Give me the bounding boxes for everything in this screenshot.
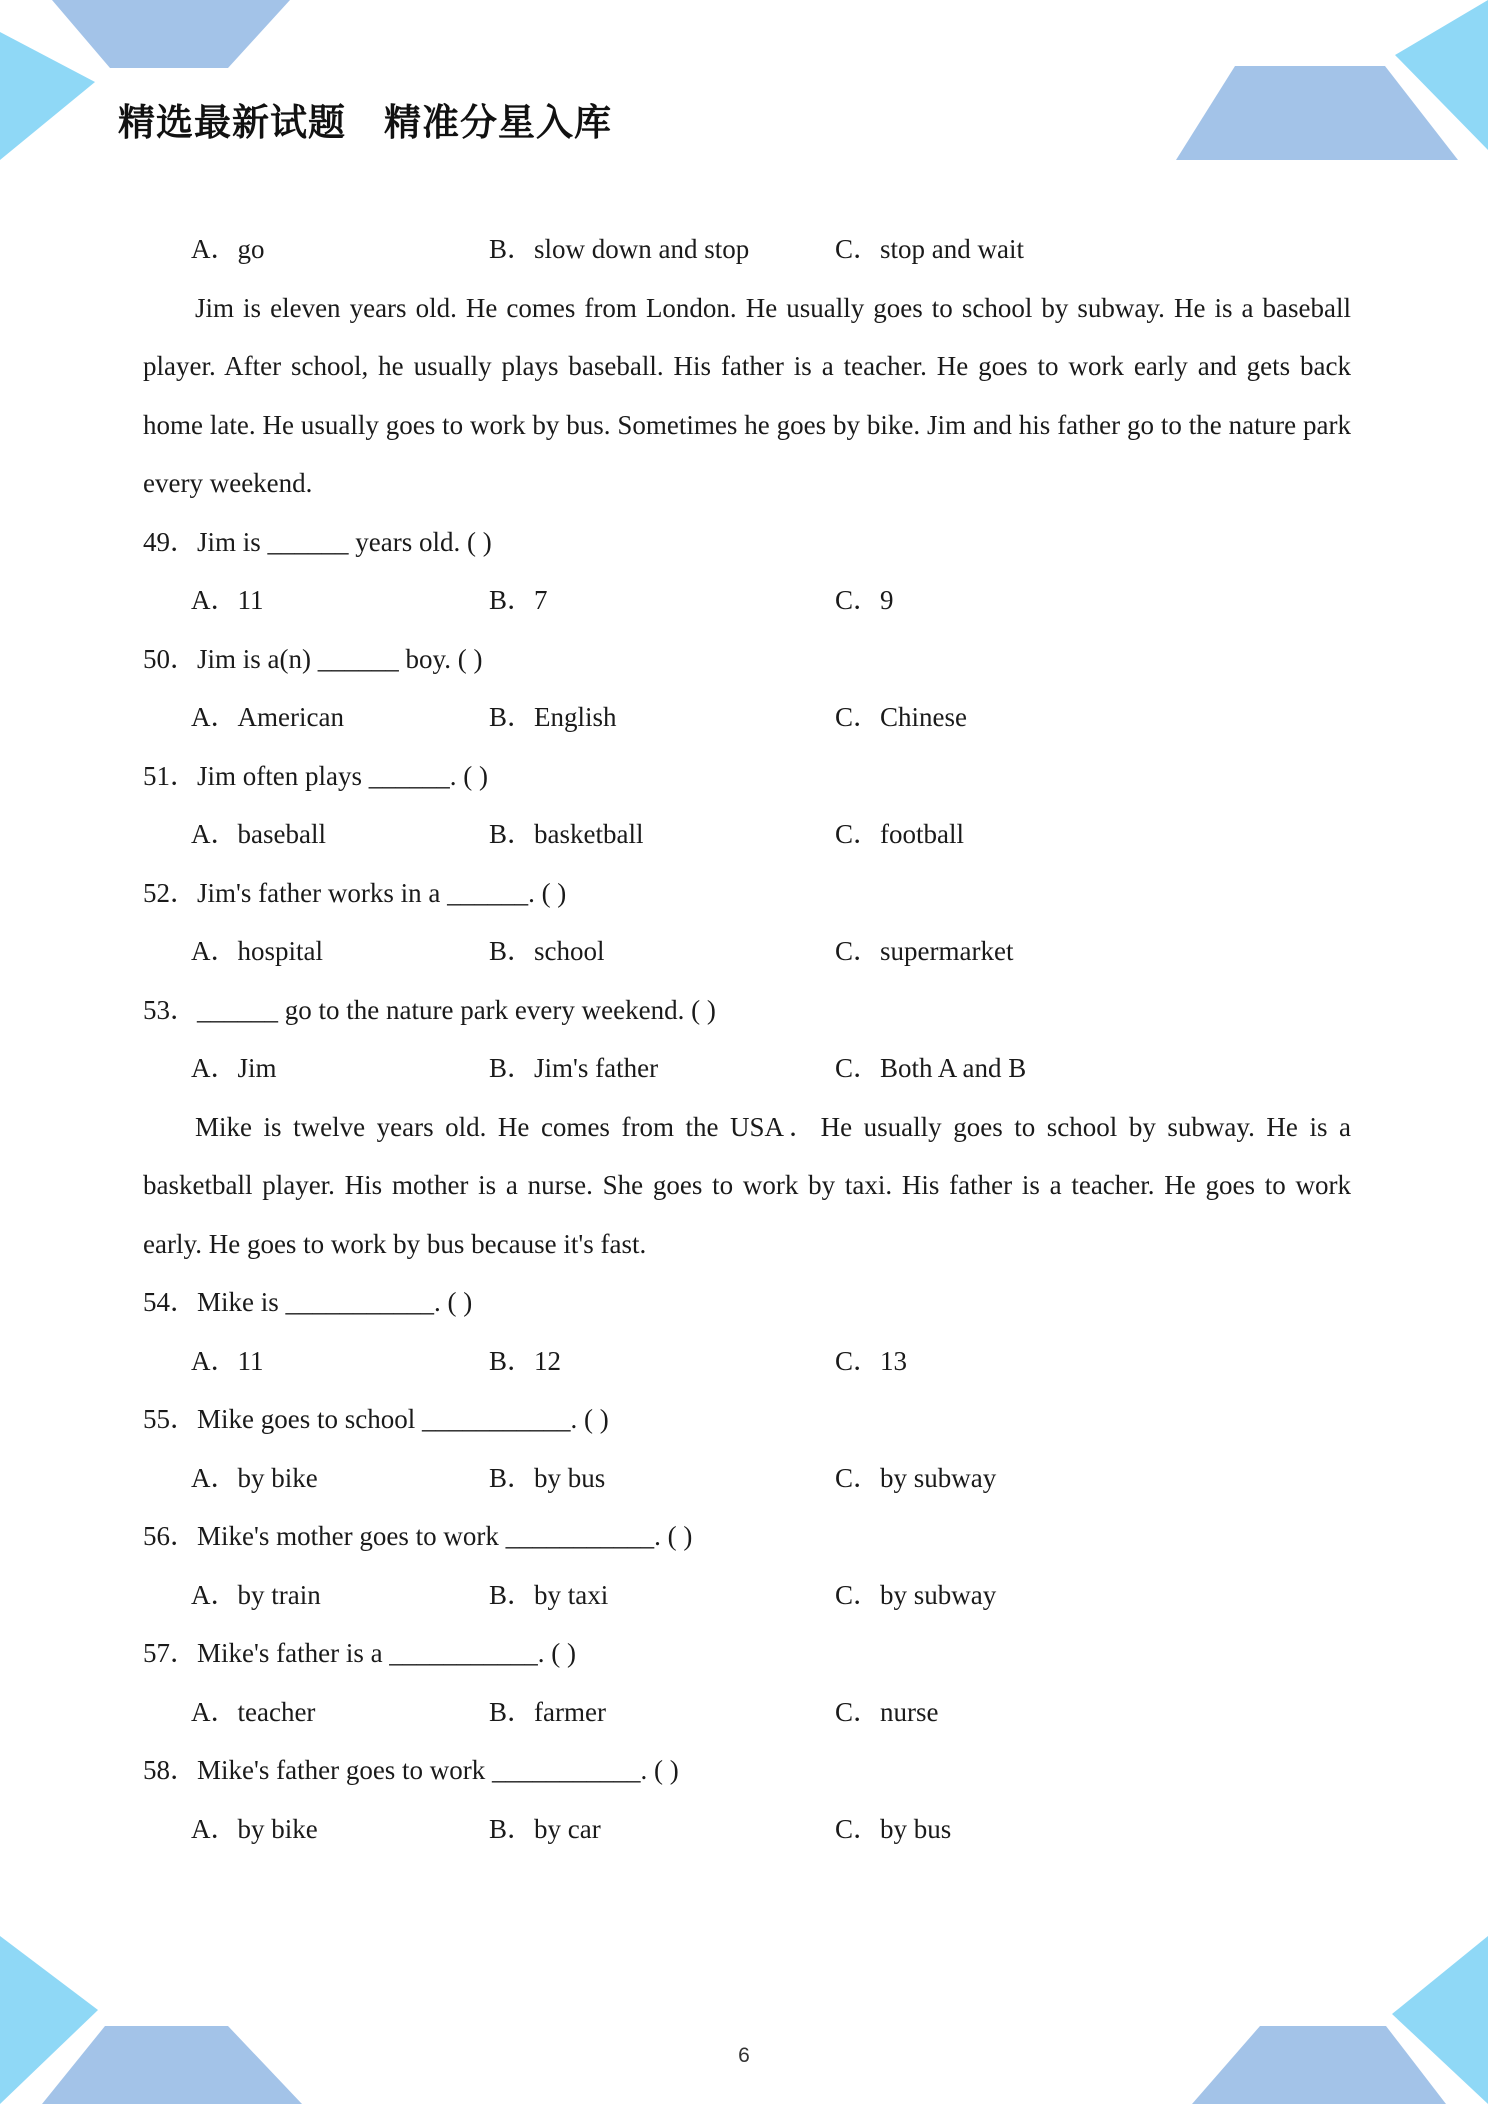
option-a: A．hospital (191, 936, 323, 966)
question-text: 57．Mike's father is a ___________. ( ) (143, 1638, 577, 1668)
question-text: 56．Mike's mother goes to work ___________. ( ) (143, 1521, 693, 1551)
question-options (143, 1332, 1351, 1391)
option-a: A．by train (191, 1579, 321, 1610)
option-a: A．American (191, 702, 344, 732)
exam-content (143, 220, 1351, 1858)
question-text: 55．Mike goes to school ___________. ( ) (143, 1404, 609, 1434)
option-a: A．by bike (191, 1813, 318, 1844)
question-49 (143, 513, 1351, 630)
question-text: 54．Mike is ___________. ( ) (143, 1287, 473, 1317)
question-text: 52．Jim's father works in a ______. ( ) (143, 877, 567, 908)
top-right-triangle-shape (1395, 0, 1488, 150)
question-55 (143, 1390, 1351, 1507)
option-c: C．by subway (835, 1579, 997, 1610)
option-c: C．supermarket (835, 936, 1014, 966)
top-left-trapezoid-shape (52, 0, 290, 68)
question-options (143, 1449, 1351, 1508)
option-b: B．7 (489, 585, 548, 615)
question-text: 49．Jim is ______ years old. ( ) (143, 526, 492, 557)
option-b: B．by car (489, 1813, 601, 1844)
option-a: A．go (191, 234, 265, 264)
header-title: 精选最新试题 精准分星入库 (118, 101, 612, 144)
question-54 (143, 1273, 1351, 1390)
question-57 (143, 1624, 1351, 1741)
question-text: 51．Jim often plays ______. ( ) (143, 760, 488, 791)
option-b: B．12 (489, 1345, 562, 1376)
question-53 (143, 981, 1351, 1098)
bottom-left-triangle-shape (0, 1936, 98, 2104)
top-left-triangle-shape (0, 32, 95, 160)
question-text: 53．______ go to the nature park every weekend. ( ) (143, 994, 716, 1025)
option-a: A．11 (191, 585, 264, 615)
question-text: 50．Jim is a(n) ______ boy. ( ) (143, 643, 483, 674)
option-c: C．stop and wait (835, 234, 1024, 264)
option-b: B．English (489, 702, 617, 732)
option-a: A．teacher (191, 1696, 316, 1727)
option-b: B．basketball (489, 819, 644, 849)
question-options (143, 922, 1351, 981)
question-52 (143, 864, 1351, 981)
option-a: A．baseball (191, 819, 326, 849)
question-options (143, 1566, 1351, 1625)
option-c: C．by subway (835, 1462, 997, 1493)
question-56 (143, 1507, 1351, 1624)
option-c: C．9 (835, 585, 894, 615)
option-b: B．slow down and stop (489, 234, 750, 264)
option-b: B．by bus (489, 1462, 606, 1493)
question-options (143, 805, 1351, 864)
option-b: B．school (489, 936, 605, 966)
option-c: C．13 (835, 1345, 908, 1376)
question-48-options (143, 220, 1351, 279)
option-b: B．Jim's father (489, 1053, 659, 1083)
option-b: B．farmer (489, 1696, 606, 1727)
option-c: C．by bus (835, 1813, 952, 1844)
question-options (143, 1683, 1351, 1742)
question-51 (143, 747, 1351, 864)
option-c: C．Both A and B (835, 1053, 1027, 1083)
question-options (143, 1800, 1351, 1859)
reading-passage-jim: Jim is eleven years old. He comes from London. He usually goes to school by subway. He is a baseball player. After school, he usually plays baseball. His father is a teacher. He goes to work early and gets back home late. He usually goes to work by bus. Sometimes he goes by bike. Jim and his father go to the nature park every weekend. (143, 292, 1351, 498)
option-b: B．by taxi (489, 1579, 609, 1610)
option-c: C．nurse (835, 1696, 939, 1727)
bottom-right-triangle-shape (1392, 1936, 1488, 2104)
question-options (143, 571, 1351, 630)
option-a: A．Jim (191, 1053, 277, 1083)
option-c: C．Chinese (835, 702, 967, 732)
question-options (143, 1039, 1351, 1098)
question-58 (143, 1741, 1351, 1858)
reading-passage-mike: Mike is twelve years old. He comes from the USA．He usually goes to school by subway. He is a basketball player. His mother is a nurse. She goes to work by taxi. His father is a teacher. He goes to work early. He goes to work by bus because it's fast. (143, 1111, 1351, 1259)
question-text: 58．Mike's father goes to work ___________. ( ) (143, 1755, 679, 1785)
top-right-trapezoid-shape (1176, 66, 1458, 160)
page-number: 6 (738, 2044, 750, 2067)
option-c: C．football (835, 819, 964, 849)
question-50 (143, 630, 1351, 747)
question-options (143, 688, 1351, 747)
option-a: A．11 (191, 1345, 264, 1376)
option-a: A．by bike (191, 1462, 318, 1493)
